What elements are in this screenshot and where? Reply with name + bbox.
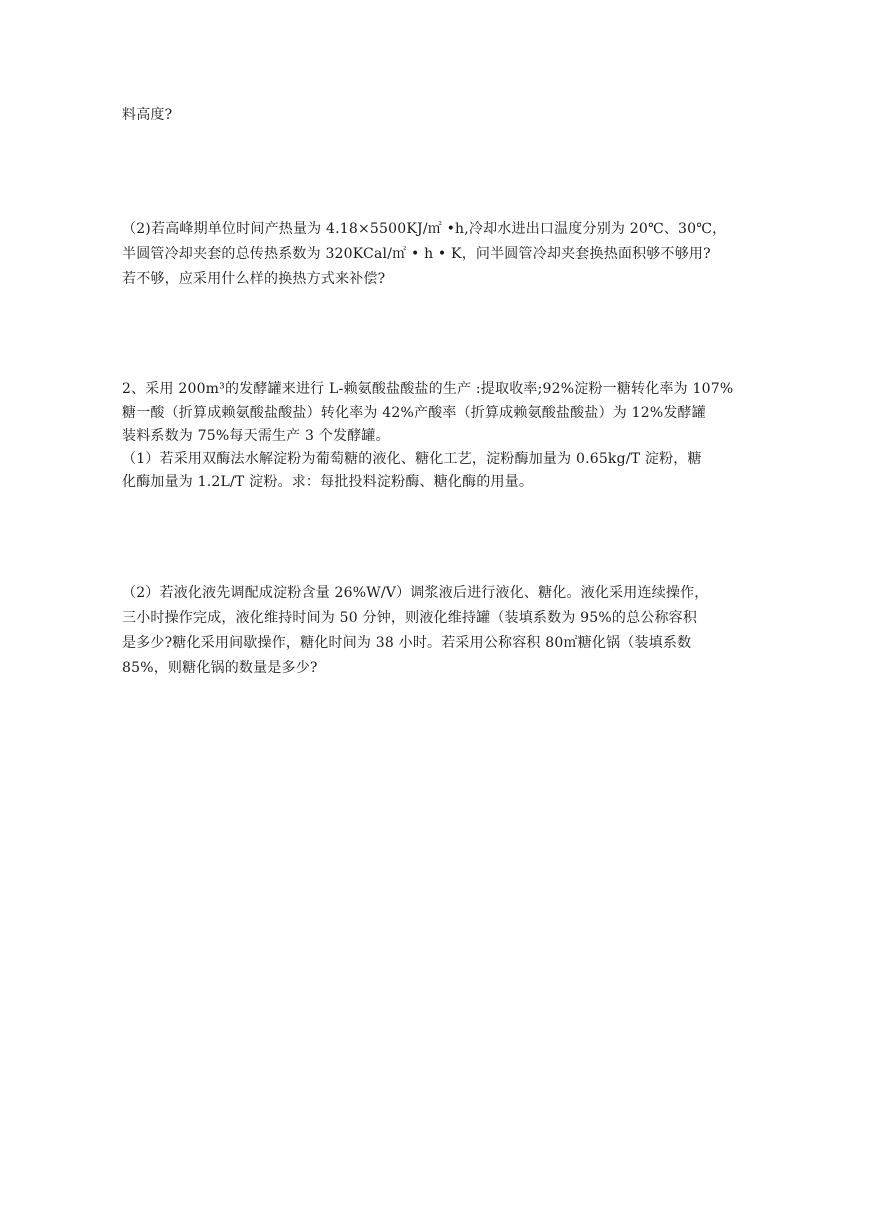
fragment-line: 料高度? [122,107,173,123]
q2-part2-line-4: 85%，则糖化锅的数量是多少? [122,660,318,676]
q1-part2-line-3: 若不够，应采用什么样的换热方式来补偿? [122,271,386,287]
q1-part2-line-1: （2)若高峰期单位时间产热量为 4.18×5500KJ/㎡ •h,冷却水进出口温度分别为 20℃、30℃， [122,221,727,237]
q2-intro-line-2: 糖一酸（折算成赖氨酸盐酸盐）转化率为 42%产酸率（折算成赖氨酸盐酸盐）为 12%发酵罐 [122,405,706,421]
q1-part2-line-2: 半圆管冷却夹套的总传热系数为 320KCal/㎡ • h • K，问半圆管冷却夹套换热面积够不够用? [122,246,711,262]
q2-part2-line-2: 三小时操作完成，液化维持时间为 50 分钟，则液化维持罐（装填系数为 95%的总公称容积 [122,610,698,626]
q2-part2-line-3: 是多少?糖化采用间歇操作，糖化时间为 38 小时。若采用公称容积 80㎡糖化锅（装填系数 [122,635,692,651]
q2-part1-line-1: （1）若采用双酶法水解淀粉为葡萄糖的液化、糖化工艺，淀粉酶加量为 0.65kg/T 淀粉，糖 [122,451,702,467]
q2-intro-line-3: 装料系数为 75%每天需生产 3 个发酵罐。 [122,428,390,444]
q2-intro-line-1: 2、采用 200m³的发酵罐来进行 L-赖氨酸盐酸盐的生产 :提取收率;92%淀粉一糖转化率为 107% [122,381,734,397]
q2-part2-line-1: （2）若液化液先调配成淀粉含量 26%W/V）调浆液后进行液化、糖化。液化采用连续操作， [122,585,709,601]
q2-part1-line-2: 化酶加量为 1.2L/T 淀粉。求：每批投料淀粉酶、糖化酶的用量。 [122,474,534,490]
